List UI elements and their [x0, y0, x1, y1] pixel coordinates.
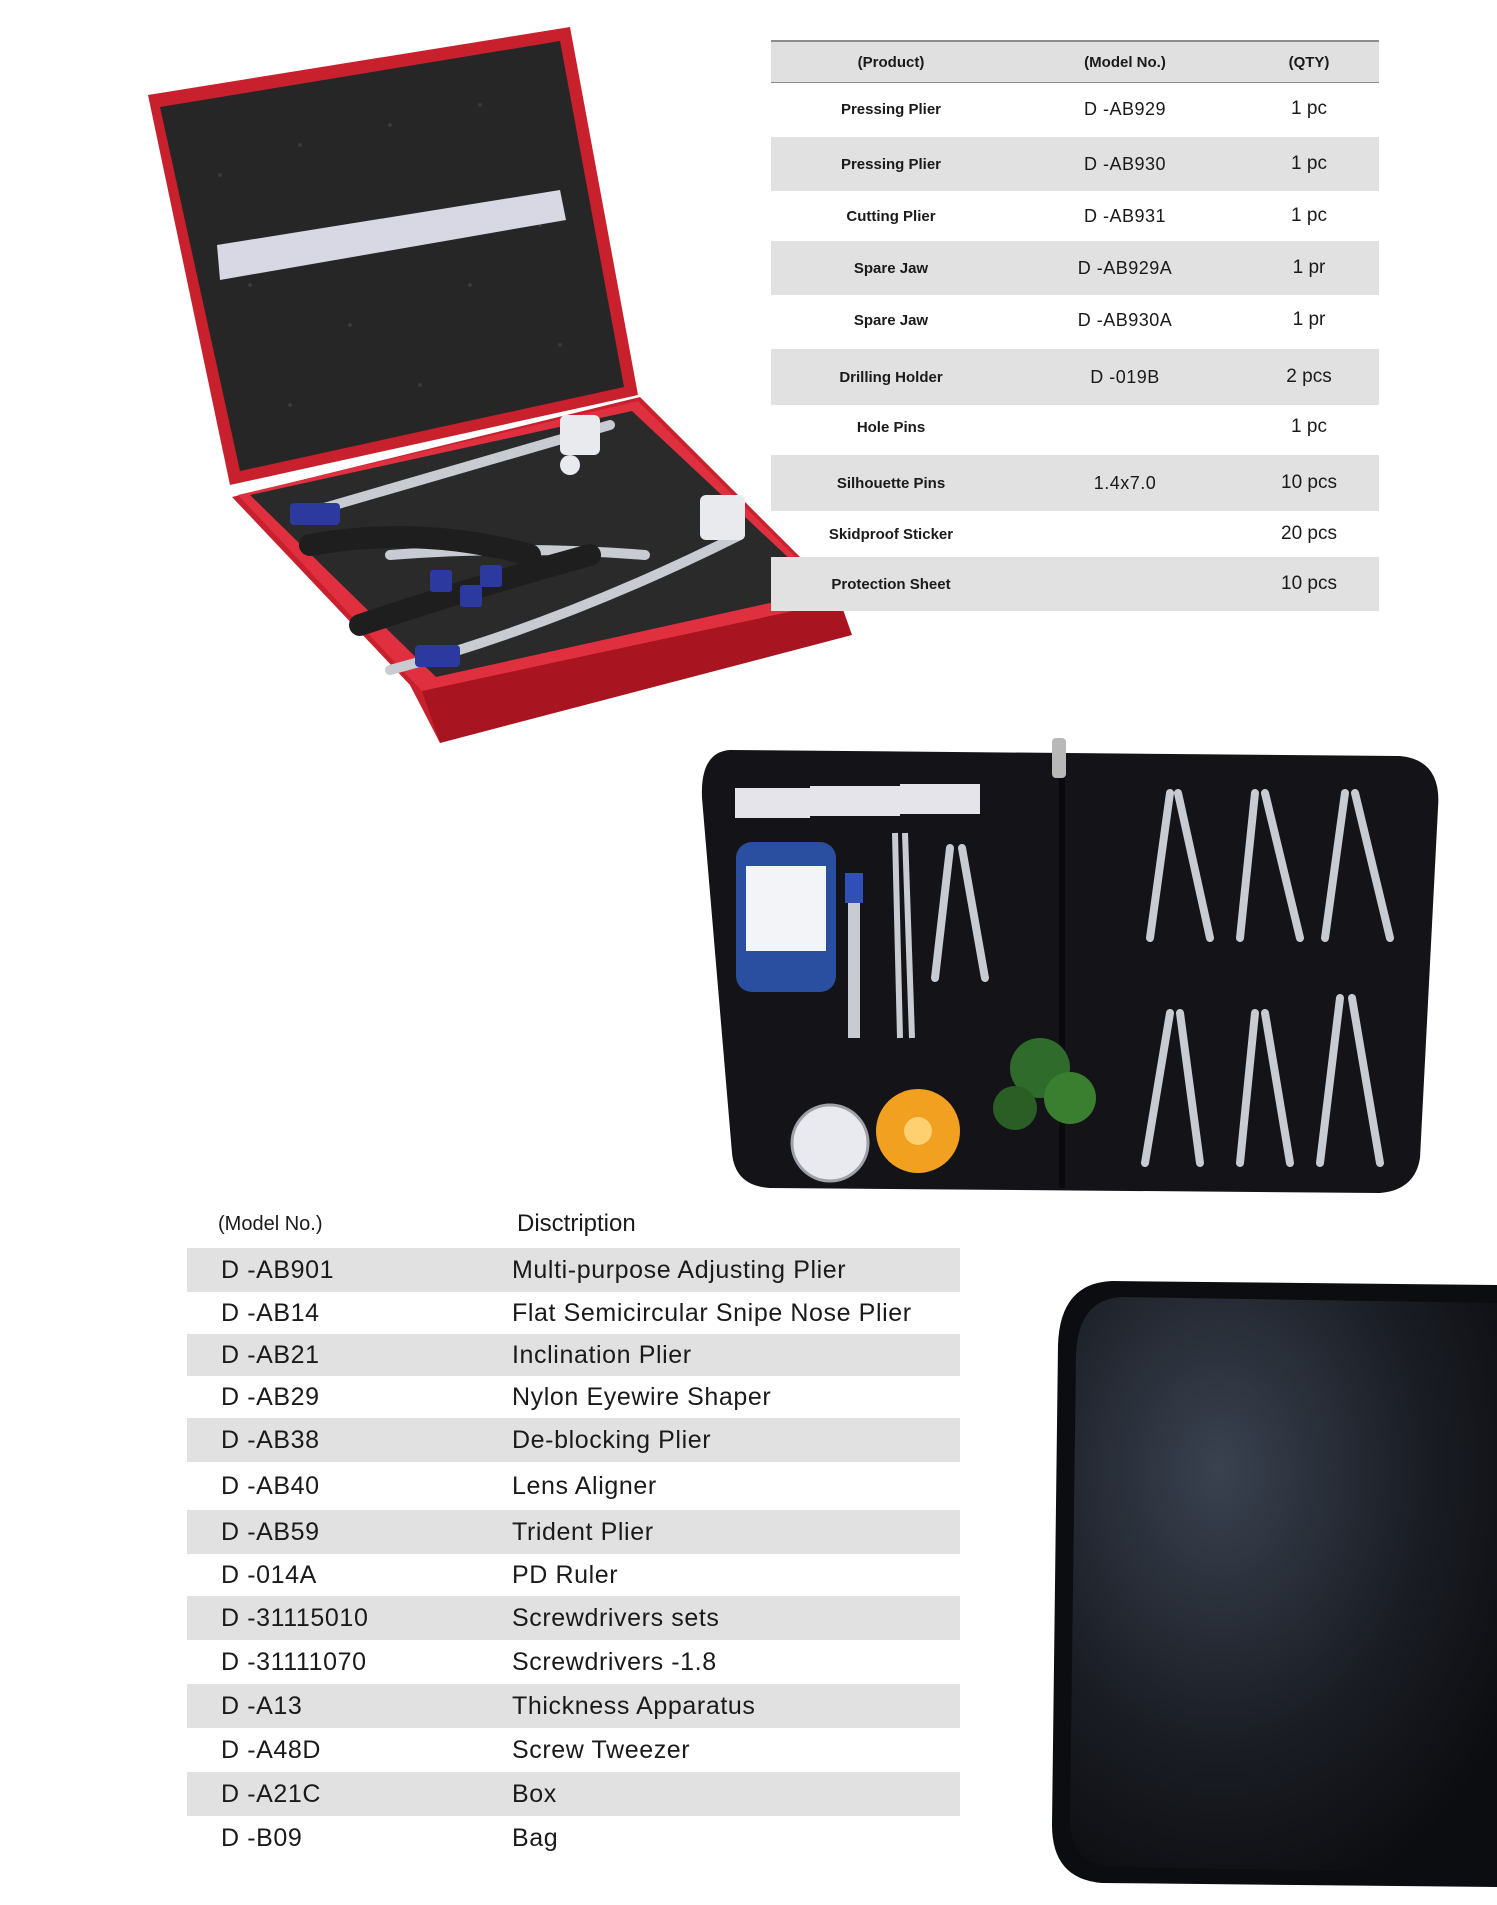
model-cell: D -31111070 — [221, 1647, 367, 1676]
model-cell: D -AB29 — [221, 1382, 320, 1411]
model-cell: D -AB21 — [221, 1340, 320, 1369]
qty-cell: 10 pcs — [1281, 472, 1337, 493]
model-cell: D -AB930 — [1083, 153, 1167, 174]
table-row — [771, 241, 1379, 295]
product-cell: Cutting Plier — [846, 207, 936, 225]
model-cell: D -31115010 — [221, 1603, 369, 1632]
closed-black-bag-photo — [1042, 1275, 1497, 1887]
description-cell: Screwdrivers sets — [512, 1603, 720, 1632]
description-cell: Inclination Plier — [512, 1340, 692, 1369]
tools-description-table — [187, 1200, 960, 1860]
table-row — [771, 191, 1379, 241]
red-tool-case-photo — [140, 25, 860, 805]
table-row — [187, 1292, 960, 1334]
product-cell: Protection Sheet — [831, 575, 951, 593]
description-cell: Box — [512, 1779, 557, 1808]
table-row — [771, 405, 1379, 449]
description-cell: PD Ruler — [512, 1560, 619, 1589]
description-cell: Flat Semicircular Snipe Nose Plier — [512, 1298, 912, 1327]
table-row — [187, 1728, 960, 1772]
table-row — [771, 455, 1379, 511]
description-cell: Trident Plier — [512, 1517, 654, 1546]
model-cell: D -AB38 — [221, 1425, 320, 1454]
table-header — [187, 1200, 960, 1248]
table-row — [187, 1684, 960, 1728]
qty-cell: 1 pc — [1291, 205, 1327, 226]
table-row — [771, 349, 1379, 405]
table-row — [187, 1596, 960, 1640]
model-cell: D -B09 — [221, 1823, 303, 1852]
table-header — [771, 40, 1379, 83]
table-row — [771, 83, 1379, 135]
kit-contents-table — [771, 40, 1379, 611]
model-cell: D -A21C — [221, 1779, 322, 1808]
table-row — [187, 1248, 960, 1292]
table-row — [187, 1418, 960, 1462]
open-black-tool-bag-photo — [700, 738, 1445, 1198]
product-cell: Skidproof Sticker — [828, 525, 954, 543]
product-cell: Pressing Plier — [840, 155, 942, 173]
table-row — [187, 1816, 960, 1860]
model-cell: D -AB901 — [221, 1255, 335, 1284]
header-model: (Model No.) — [218, 1212, 323, 1235]
model-cell: D -AB929A — [1077, 257, 1173, 278]
qty-cell: 1 pc — [1291, 416, 1327, 437]
table-row — [771, 557, 1379, 611]
qty-cell: 10 pcs — [1281, 573, 1337, 594]
qty-cell: 1 pr — [1292, 257, 1326, 278]
model-cell: D -AB14 — [221, 1298, 320, 1327]
description-cell: Screw Tweezer — [512, 1735, 691, 1764]
qty-cell: 1 pr — [1292, 309, 1326, 330]
table-row — [187, 1510, 960, 1554]
model-cell: D -A13 — [221, 1691, 303, 1720]
description-cell: Thickness Apparatus — [512, 1691, 756, 1720]
description-cell: Nylon Eyewire Shaper — [512, 1382, 772, 1411]
table-row — [187, 1462, 960, 1510]
product-cell: Hole Pins — [856, 418, 926, 436]
product-cell: Spare Jaw — [853, 311, 929, 329]
description-cell: Multi-purpose Adjusting Plier — [512, 1255, 847, 1284]
model-cell: D -AB929 — [1083, 98, 1167, 119]
model-cell: D -AB931 — [1083, 205, 1167, 226]
model-cell: D -A48D — [221, 1735, 322, 1764]
header-description: Disctription — [517, 1210, 636, 1237]
model-cell: D -019B — [1090, 366, 1160, 387]
qty-cell: 1 pc — [1291, 98, 1327, 119]
model-cell: D -014A — [221, 1560, 317, 1589]
qty-cell: 1 pc — [1291, 153, 1327, 174]
model-cell: 1.4x7.0 — [1093, 472, 1157, 493]
table-row — [771, 511, 1379, 557]
qty-cell: 2 pcs — [1286, 366, 1332, 387]
product-cell: Drilling Holder — [839, 368, 943, 386]
table-row — [187, 1334, 960, 1376]
table-row — [187, 1772, 960, 1816]
qty-cell: 20 pcs — [1281, 523, 1337, 544]
description-cell: Lens Aligner — [512, 1471, 657, 1500]
header-product: (Product) — [857, 53, 925, 71]
header-qty: (QTY) — [1288, 53, 1330, 71]
table-row — [771, 295, 1379, 345]
table-row — [187, 1376, 960, 1418]
header-model: (Model No.) — [1084, 53, 1166, 71]
model-cell: D -AB40 — [221, 1471, 320, 1500]
model-cell: D -AB59 — [221, 1517, 320, 1546]
product-cell: Silhouette Pins — [836, 474, 946, 492]
description-cell: De-blocking Plier — [512, 1425, 712, 1454]
product-cell: Spare Jaw — [853, 259, 929, 277]
table-row — [187, 1554, 960, 1596]
product-cell: Pressing Plier — [840, 100, 942, 118]
model-cell: D -AB930A — [1077, 309, 1173, 330]
description-cell: Bag — [512, 1823, 559, 1852]
table-row — [771, 137, 1379, 191]
table-row — [187, 1640, 960, 1684]
description-cell: Screwdrivers -1.8 — [512, 1647, 717, 1676]
